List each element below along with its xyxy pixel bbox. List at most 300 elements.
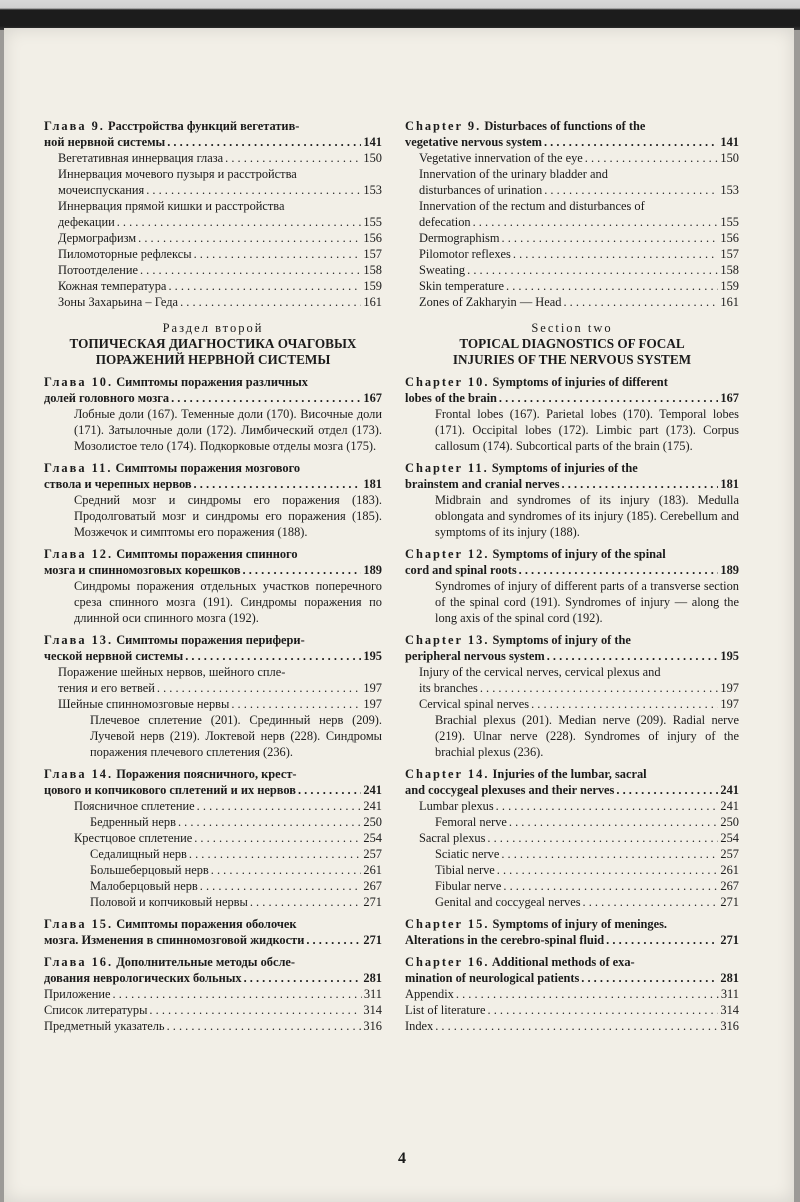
entry-title: Dermographism — [419, 231, 500, 245]
chapter-heading-line — [405, 632, 739, 648]
toc-subsection-list: Синдромы поражения отдельных участков поперечного среза спинного мозга (191). Синдромы поражения по длинной оси спинного мозга (192). — [74, 579, 382, 625]
toc-chapter — [44, 118, 382, 150]
chapter-title-end: Alterations in the cerebro-spinal fluid — [405, 933, 605, 947]
page-ref: 241 — [363, 799, 382, 813]
toc-entry — [405, 246, 739, 262]
entry-title: Femoral nerve — [435, 815, 507, 829]
page-ref: 189 — [720, 563, 739, 577]
page-ref: 271 — [720, 895, 739, 909]
leader-dots — [244, 970, 362, 986]
chapter-title-start: Injuries of the lumbar, sacral — [492, 767, 647, 781]
toc-chapter — [405, 632, 739, 664]
chapter-title-end: долей головного мозга — [44, 391, 170, 405]
toc-entry — [405, 166, 739, 198]
page-ref: 181 — [720, 477, 739, 491]
toc-part1 — [44, 118, 382, 310]
chapter-title-line — [405, 134, 739, 150]
leader-dots — [503, 878, 718, 894]
section-title-line1: ТОПИЧЕСКАЯ ДИАГНОСТИКА ОЧАГОВЫХ — [69, 336, 357, 351]
toc-entry — [405, 846, 739, 862]
page-ref: 267 — [363, 879, 382, 893]
chapter-title-start: Поражения поясничного, крест- — [116, 767, 297, 781]
page-number: 4 — [398, 1150, 406, 1167]
page-ref: 316 — [720, 1019, 739, 1033]
leader-dots — [149, 1002, 361, 1018]
page-ref: 181 — [363, 477, 382, 491]
page-ref: 241 — [720, 783, 739, 797]
chapter-label: Глава 14. — [44, 767, 114, 781]
leader-dots — [194, 246, 362, 262]
chapter-title-start: Симптомы поражения мозгового — [115, 461, 301, 475]
toc-subsection-list: Syndromes of injury of different parts of a transverse section of the spinal cord (191). Syndromes of injury — along the long axis of the spinal cord (192). — [435, 579, 739, 625]
entry-title: Поясничное сплетение — [74, 799, 195, 813]
leader-dots — [117, 214, 362, 230]
entry-title-start: Поражение шейных нервов, шейного спле- — [58, 665, 286, 679]
toc-entry — [405, 830, 739, 846]
entry-title: Дермографизм — [58, 231, 137, 245]
leader-dots — [467, 262, 718, 278]
chapter-label: Chapter 16. — [405, 955, 490, 969]
entry-title: Vegetative innervation of the eye — [419, 151, 583, 165]
section-label: Section two — [531, 321, 613, 335]
toc-part2 — [405, 374, 739, 1034]
leader-dots — [497, 862, 719, 878]
toc-chapter — [44, 546, 382, 578]
toc-chapter — [44, 766, 382, 798]
leader-dots — [225, 150, 361, 166]
chapter-label: Chapter 11. — [405, 461, 489, 475]
chapter-title-start: Additional methods of exa- — [491, 955, 635, 969]
entry-title: Tibial nerve — [435, 863, 495, 877]
chapter-title-line — [405, 648, 739, 664]
toc-entry — [405, 150, 739, 166]
leader-dots — [189, 846, 362, 862]
chapter-heading-line — [44, 766, 382, 782]
toc-entry — [44, 862, 382, 878]
page-ref: 150 — [363, 151, 382, 165]
entry-title: Большеберцовый нерв — [90, 863, 209, 877]
chapter-title-end: cord and spinal roots — [405, 563, 517, 577]
leader-dots — [563, 294, 718, 310]
page-ref: 281 — [363, 971, 382, 985]
leader-dots — [581, 970, 718, 986]
contents-column-english — [405, 112, 739, 1034]
leader-dots — [167, 134, 361, 150]
page-ref: 155 — [363, 215, 382, 229]
entry-title: Зоны Захарьина – Геда — [58, 295, 179, 309]
toc-chapter — [44, 460, 382, 492]
toc-part1 — [405, 118, 739, 310]
entry-title-start: Иннервация мочевого пузыря и расстройства — [58, 167, 297, 181]
leader-dots — [496, 798, 719, 814]
toc-subsection-list: Плечевое сплетение (201). Срединный нерв (209). Лучевой нерв (219). Локтевой нерв (228). Синдромы поражения плечевого сплетения (236). — [90, 713, 382, 759]
page-ref: 153 — [363, 183, 382, 197]
page-ref: 261 — [720, 863, 739, 877]
toc-chapter — [405, 916, 739, 948]
toc-entry — [44, 262, 382, 278]
leader-dots — [502, 230, 719, 246]
entry-title: Седалищный нерв — [90, 847, 187, 861]
page-ref: 314 — [363, 1003, 382, 1017]
leader-dots — [194, 476, 362, 492]
chapter-title-line — [405, 932, 739, 948]
chapter-title-start: Symptoms of injuries of the — [491, 461, 638, 475]
page-ref: 189 — [363, 563, 382, 577]
entry-title-start: Innervation of the rectum and disturbances of — [419, 199, 645, 213]
toc-entry — [405, 230, 739, 246]
leader-dots — [168, 278, 361, 294]
section-title — [405, 336, 739, 368]
toc-entry — [405, 1002, 739, 1018]
toc-entry — [44, 294, 382, 310]
chapter-heading-line — [44, 916, 382, 932]
toc-subsection-list: Средний мозг и синдромы его поражения (183). Продолговатый мозг и синдромы его поражения (185). Мозжечок и симптомы его поражения (188). — [74, 493, 382, 539]
toc-chapter — [44, 374, 382, 406]
page-ref: 167 — [363, 391, 382, 405]
chapter-title-start: Симптомы поражения перифери- — [116, 633, 305, 647]
toc-chapter — [44, 954, 382, 986]
page-ref: 241 — [720, 799, 739, 813]
chapter-heading-line — [405, 766, 739, 782]
page-ref: 156 — [720, 231, 739, 245]
page-ref: 257 — [363, 847, 382, 861]
entry-title-end: мочеиспускания — [58, 183, 145, 197]
chapter-title-line — [44, 970, 382, 986]
leader-dots — [562, 476, 719, 492]
toc-entry — [44, 878, 382, 894]
chapter-title-end: mination of neurological patients — [405, 971, 580, 985]
page-ref: 150 — [720, 151, 739, 165]
chapter-title-line — [44, 782, 382, 798]
leader-dots — [200, 878, 362, 894]
entry-title: Zones of Zakharyin — Head — [419, 295, 562, 309]
chapter-label: Глава 10. — [44, 375, 114, 389]
toc-subsection-list: Лобные доли (167). Теменные доли (170). Височные доли (171). Затылочные доли (172). Лимбический отдел (173). Мозолистое тело (174). Подкорковые отделы мозга (175). — [74, 407, 382, 453]
leader-dots — [509, 814, 719, 830]
entry-title-end: disturbances of urination — [419, 183, 543, 197]
entry-title: Список литературы — [44, 1003, 148, 1017]
page-ref: 153 — [720, 183, 739, 197]
page-ref: 316 — [363, 1019, 382, 1033]
chapter-label: Chapter 9. — [405, 119, 482, 133]
toc-entry — [44, 696, 382, 712]
chapter-label: Chapter 15. — [405, 917, 490, 931]
chapter-title-line — [44, 476, 382, 492]
toc-entry — [44, 150, 382, 166]
toc-chapter — [405, 118, 739, 150]
page-ref: 271 — [363, 895, 382, 909]
page-ref: 158 — [720, 263, 739, 277]
leader-dots — [585, 150, 719, 166]
leader-dots — [113, 986, 362, 1002]
page-ref: 311 — [720, 987, 739, 1001]
entry-title-end: its branches — [419, 681, 478, 695]
entry-title: List of literature — [405, 1003, 486, 1017]
chapter-title-line — [405, 970, 739, 986]
chapter-heading-line — [405, 118, 739, 134]
leader-dots — [167, 1018, 362, 1034]
toc-entry — [44, 830, 382, 846]
toc-entry — [405, 1018, 739, 1034]
entry-title-start: Injury of the cervical nerves, cervical plexus and — [419, 665, 661, 679]
chapter-label: Глава 16. — [44, 955, 114, 969]
entry-title: Бедренный нерв — [90, 815, 176, 829]
entry-title: Lumbar plexus — [419, 799, 494, 813]
chapter-title-line — [405, 562, 739, 578]
leader-dots — [506, 278, 718, 294]
chapter-label: Chapter 10. — [405, 375, 490, 389]
chapter-heading-line — [44, 632, 382, 648]
toc-chapter — [44, 916, 382, 948]
chapter-title-line — [44, 390, 382, 406]
book-page — [4, 28, 794, 1202]
page-ref: 195 — [720, 649, 739, 663]
entry-title: Крестцовое сплетение — [74, 831, 193, 845]
toc-entry — [405, 664, 739, 696]
chapter-title-end: мозга и спинномозговых корешков — [44, 563, 241, 577]
chapter-heading-line — [44, 460, 382, 476]
chapter-title-start: Symptoms of injury of meninges. — [492, 917, 668, 931]
entry-title: Малоберцовый нерв — [90, 879, 198, 893]
entry-title: Половой и копчиковый нервы — [90, 895, 248, 909]
chapter-title-start: Symptoms of injuries of different — [492, 375, 668, 389]
page-ref: 267 — [720, 879, 739, 893]
chapter-label: Chapter 12. — [405, 547, 490, 561]
leader-dots — [157, 680, 362, 696]
leader-dots — [231, 696, 361, 712]
leader-dots — [531, 696, 718, 712]
leader-dots — [243, 562, 362, 578]
toc-entry — [405, 878, 739, 894]
toc-entry — [44, 986, 382, 1002]
page-ref: 281 — [720, 971, 739, 985]
leader-dots — [298, 782, 361, 798]
leader-dots — [480, 680, 719, 696]
entry-title-end: тения и его ветвей — [58, 681, 155, 695]
chapter-heading-line — [405, 916, 739, 932]
page-ref: 250 — [720, 815, 739, 829]
entry-title-line — [419, 182, 739, 198]
chapter-title-line — [44, 932, 382, 948]
chapter-title-start: Симптомы поражения оболочек — [116, 917, 297, 931]
page-ref: 241 — [363, 783, 382, 797]
chapter-title-end: lobes of the brain — [405, 391, 497, 405]
entry-title-line — [58, 680, 382, 696]
section-label: Раздел второй — [162, 321, 264, 335]
chapter-title-start: Симптомы поражения различных — [116, 375, 308, 389]
chapter-title-start: Расстройства функций вегетатив- — [108, 119, 300, 133]
chapter-title-start: Симптомы поражения спинного — [116, 547, 298, 561]
chapter-label: Глава 12. — [44, 547, 114, 561]
chapter-heading-line — [405, 374, 739, 390]
entry-title-start: Innervation of the urinary bladder and — [419, 167, 608, 181]
contents-column-russian — [44, 112, 382, 1034]
page-ref: 254 — [720, 831, 739, 845]
chapter-title-end: мозга. Изменения в спинномозговой жидкости — [44, 933, 305, 947]
page-ref: 271 — [363, 933, 382, 947]
toc-entry — [44, 664, 382, 696]
toc-entry — [44, 198, 382, 230]
page-ref: 195 — [363, 649, 382, 663]
chapter-label: Глава 9. — [44, 119, 105, 133]
toc-subsection-list: Frontal lobes (167). Parietal lobes (170). Temporal lobes (171). Occipital lobes (172). Limbic part (173). Corpus callosum (174). Subcortical parts of the brain (175). — [435, 407, 739, 453]
entry-title-start: Иннервация прямой кишки и расстройства — [58, 199, 285, 213]
leader-dots — [487, 830, 718, 846]
chapter-heading-line — [405, 460, 739, 476]
page-ref: 257 — [720, 847, 739, 861]
toc-entry — [405, 262, 739, 278]
entry-title: Потоотделение — [58, 263, 138, 277]
book-spine-edge — [0, 0, 800, 30]
toc-chapter — [405, 374, 739, 406]
toc-entry — [405, 814, 739, 830]
toc-chapter — [405, 460, 739, 492]
entry-title: Pilomotor reflexes — [419, 247, 511, 261]
toc-chapter — [405, 546, 739, 578]
page-ref: 156 — [363, 231, 382, 245]
toc-subsection-list: Midbrain and syndromes of its injury (183). Medulla oblongata and syndromes of its injury (185). Cerebellum and symptoms of its injury (188). — [435, 493, 739, 539]
toc-entry — [405, 696, 739, 712]
leader-dots — [513, 246, 719, 262]
toc-entry — [405, 198, 739, 230]
page-ref: 197 — [363, 681, 382, 695]
entry-title: Cervical spinal nerves — [419, 697, 530, 711]
entry-title: Пиломоторные рефлексы — [58, 247, 192, 261]
entry-title-end: defecation — [419, 215, 471, 229]
page-ref: 197 — [720, 697, 739, 711]
leader-dots — [197, 798, 362, 814]
leader-dots — [435, 1018, 718, 1034]
chapter-title-line — [44, 648, 382, 664]
toc-entry — [405, 294, 739, 310]
leader-dots — [616, 782, 718, 798]
page-ref: 167 — [720, 391, 739, 405]
chapter-title-end: ной нервной системы — [44, 135, 166, 149]
page-ref: 141 — [720, 135, 739, 149]
entry-title: Appendix — [405, 987, 454, 1001]
leader-dots — [544, 182, 718, 198]
chapter-title-end: ствола и черепных нервов — [44, 477, 192, 491]
leader-dots — [211, 862, 362, 878]
page-ref: 157 — [720, 247, 739, 261]
leader-dots — [456, 986, 719, 1002]
entry-title-line — [419, 680, 739, 696]
entry-title: Кожная температура — [58, 279, 167, 293]
chapter-title-end: brainstem and cranial nerves — [405, 477, 560, 491]
page-ref: 159 — [363, 279, 382, 293]
entry-title: Предметный указатель — [44, 1019, 165, 1033]
chapter-label: Глава 11. — [44, 461, 113, 475]
entry-title: Sacral plexus — [419, 831, 486, 845]
toc-entry — [405, 986, 739, 1002]
toc-entry — [44, 798, 382, 814]
entry-title-line — [58, 214, 382, 230]
chapter-title-line — [44, 134, 382, 150]
page-ref: 197 — [720, 681, 739, 695]
leader-dots — [606, 932, 718, 948]
chapter-heading-line — [44, 374, 382, 390]
leader-dots — [138, 230, 361, 246]
leader-dots — [194, 830, 361, 846]
leader-dots — [547, 648, 719, 664]
leader-dots — [185, 648, 361, 664]
leader-dots — [250, 894, 362, 910]
page-ref: 197 — [363, 697, 382, 711]
toc-entry — [44, 1002, 382, 1018]
toc-subsection-list: Brachial plexus (201). Median nerve (209). Radial nerve (219). Ulnar nerve (228). Syndromes of injury of the brachial plexus (236). — [435, 713, 739, 759]
chapter-title-start: Disturbaces of functions of the — [484, 119, 646, 133]
toc-entry — [44, 166, 382, 198]
entry-title-end: дефекации — [58, 215, 115, 229]
chapter-title-line — [44, 562, 382, 578]
chapter-title-end: and coccygeal plexuses and their nerves — [405, 783, 615, 797]
page-ref: 271 — [720, 933, 739, 947]
leader-dots — [306, 932, 361, 948]
leader-dots — [519, 562, 719, 578]
toc-entry — [405, 798, 739, 814]
leader-dots — [146, 182, 361, 198]
chapter-heading-line — [405, 546, 739, 562]
chapter-label: Глава 13. — [44, 633, 114, 647]
leader-dots — [583, 894, 719, 910]
page-ref: 314 — [720, 1003, 739, 1017]
toc-entry — [405, 278, 739, 294]
chapter-label: Глава 15. — [44, 917, 114, 931]
entry-title: Skin temperature — [419, 279, 504, 293]
toc-chapter — [44, 632, 382, 664]
chapter-title-start: Symptoms of injury of the — [492, 633, 631, 647]
chapter-heading-line — [44, 954, 382, 970]
page-ref: 311 — [363, 987, 382, 1001]
chapter-heading-line — [44, 546, 382, 562]
chapter-label: Chapter 13. — [405, 633, 490, 647]
entry-title: Приложение — [44, 987, 111, 1001]
page-ref: 159 — [720, 279, 739, 293]
leader-dots — [473, 214, 719, 230]
chapter-heading-line — [44, 118, 382, 134]
leader-dots — [488, 1002, 719, 1018]
toc-entry — [44, 246, 382, 262]
chapter-title-end: дования неврологических больных — [44, 971, 242, 985]
page-ref: 141 — [363, 135, 382, 149]
chapter-heading-line — [405, 954, 739, 970]
page-ref: 254 — [363, 831, 382, 845]
leader-dots — [501, 846, 718, 862]
toc-entry — [44, 814, 382, 830]
page-ref: 161 — [720, 295, 739, 309]
leader-dots — [140, 262, 361, 278]
chapter-title-start: Symptoms of injury of the spinal — [492, 547, 666, 561]
section-title-line1: TOPICAL DIAGNOSTICS OF FOCAL — [459, 336, 685, 351]
entry-title: Шейные спинномозговые нервы — [58, 697, 230, 711]
toc-entry — [405, 862, 739, 878]
page-ref: 157 — [363, 247, 382, 261]
leader-dots — [180, 294, 361, 310]
page-ref: 261 — [363, 863, 382, 877]
chapter-title-end: цового и копчикового сплетений и их нервов — [44, 783, 296, 797]
entry-title: Sweating — [419, 263, 466, 277]
leader-dots — [499, 390, 719, 406]
entry-title: Sciatic nerve — [435, 847, 500, 861]
entry-title: Genital and coccygeal nerves — [435, 895, 581, 909]
page-ref: 161 — [363, 295, 382, 309]
chapter-title-line — [405, 476, 739, 492]
toc-part2 — [44, 374, 382, 1034]
toc-entry — [44, 1018, 382, 1034]
chapter-title-end: vegetative nervous system — [405, 135, 542, 149]
chapter-title-line — [405, 782, 739, 798]
entry-title: Index — [405, 1019, 434, 1033]
